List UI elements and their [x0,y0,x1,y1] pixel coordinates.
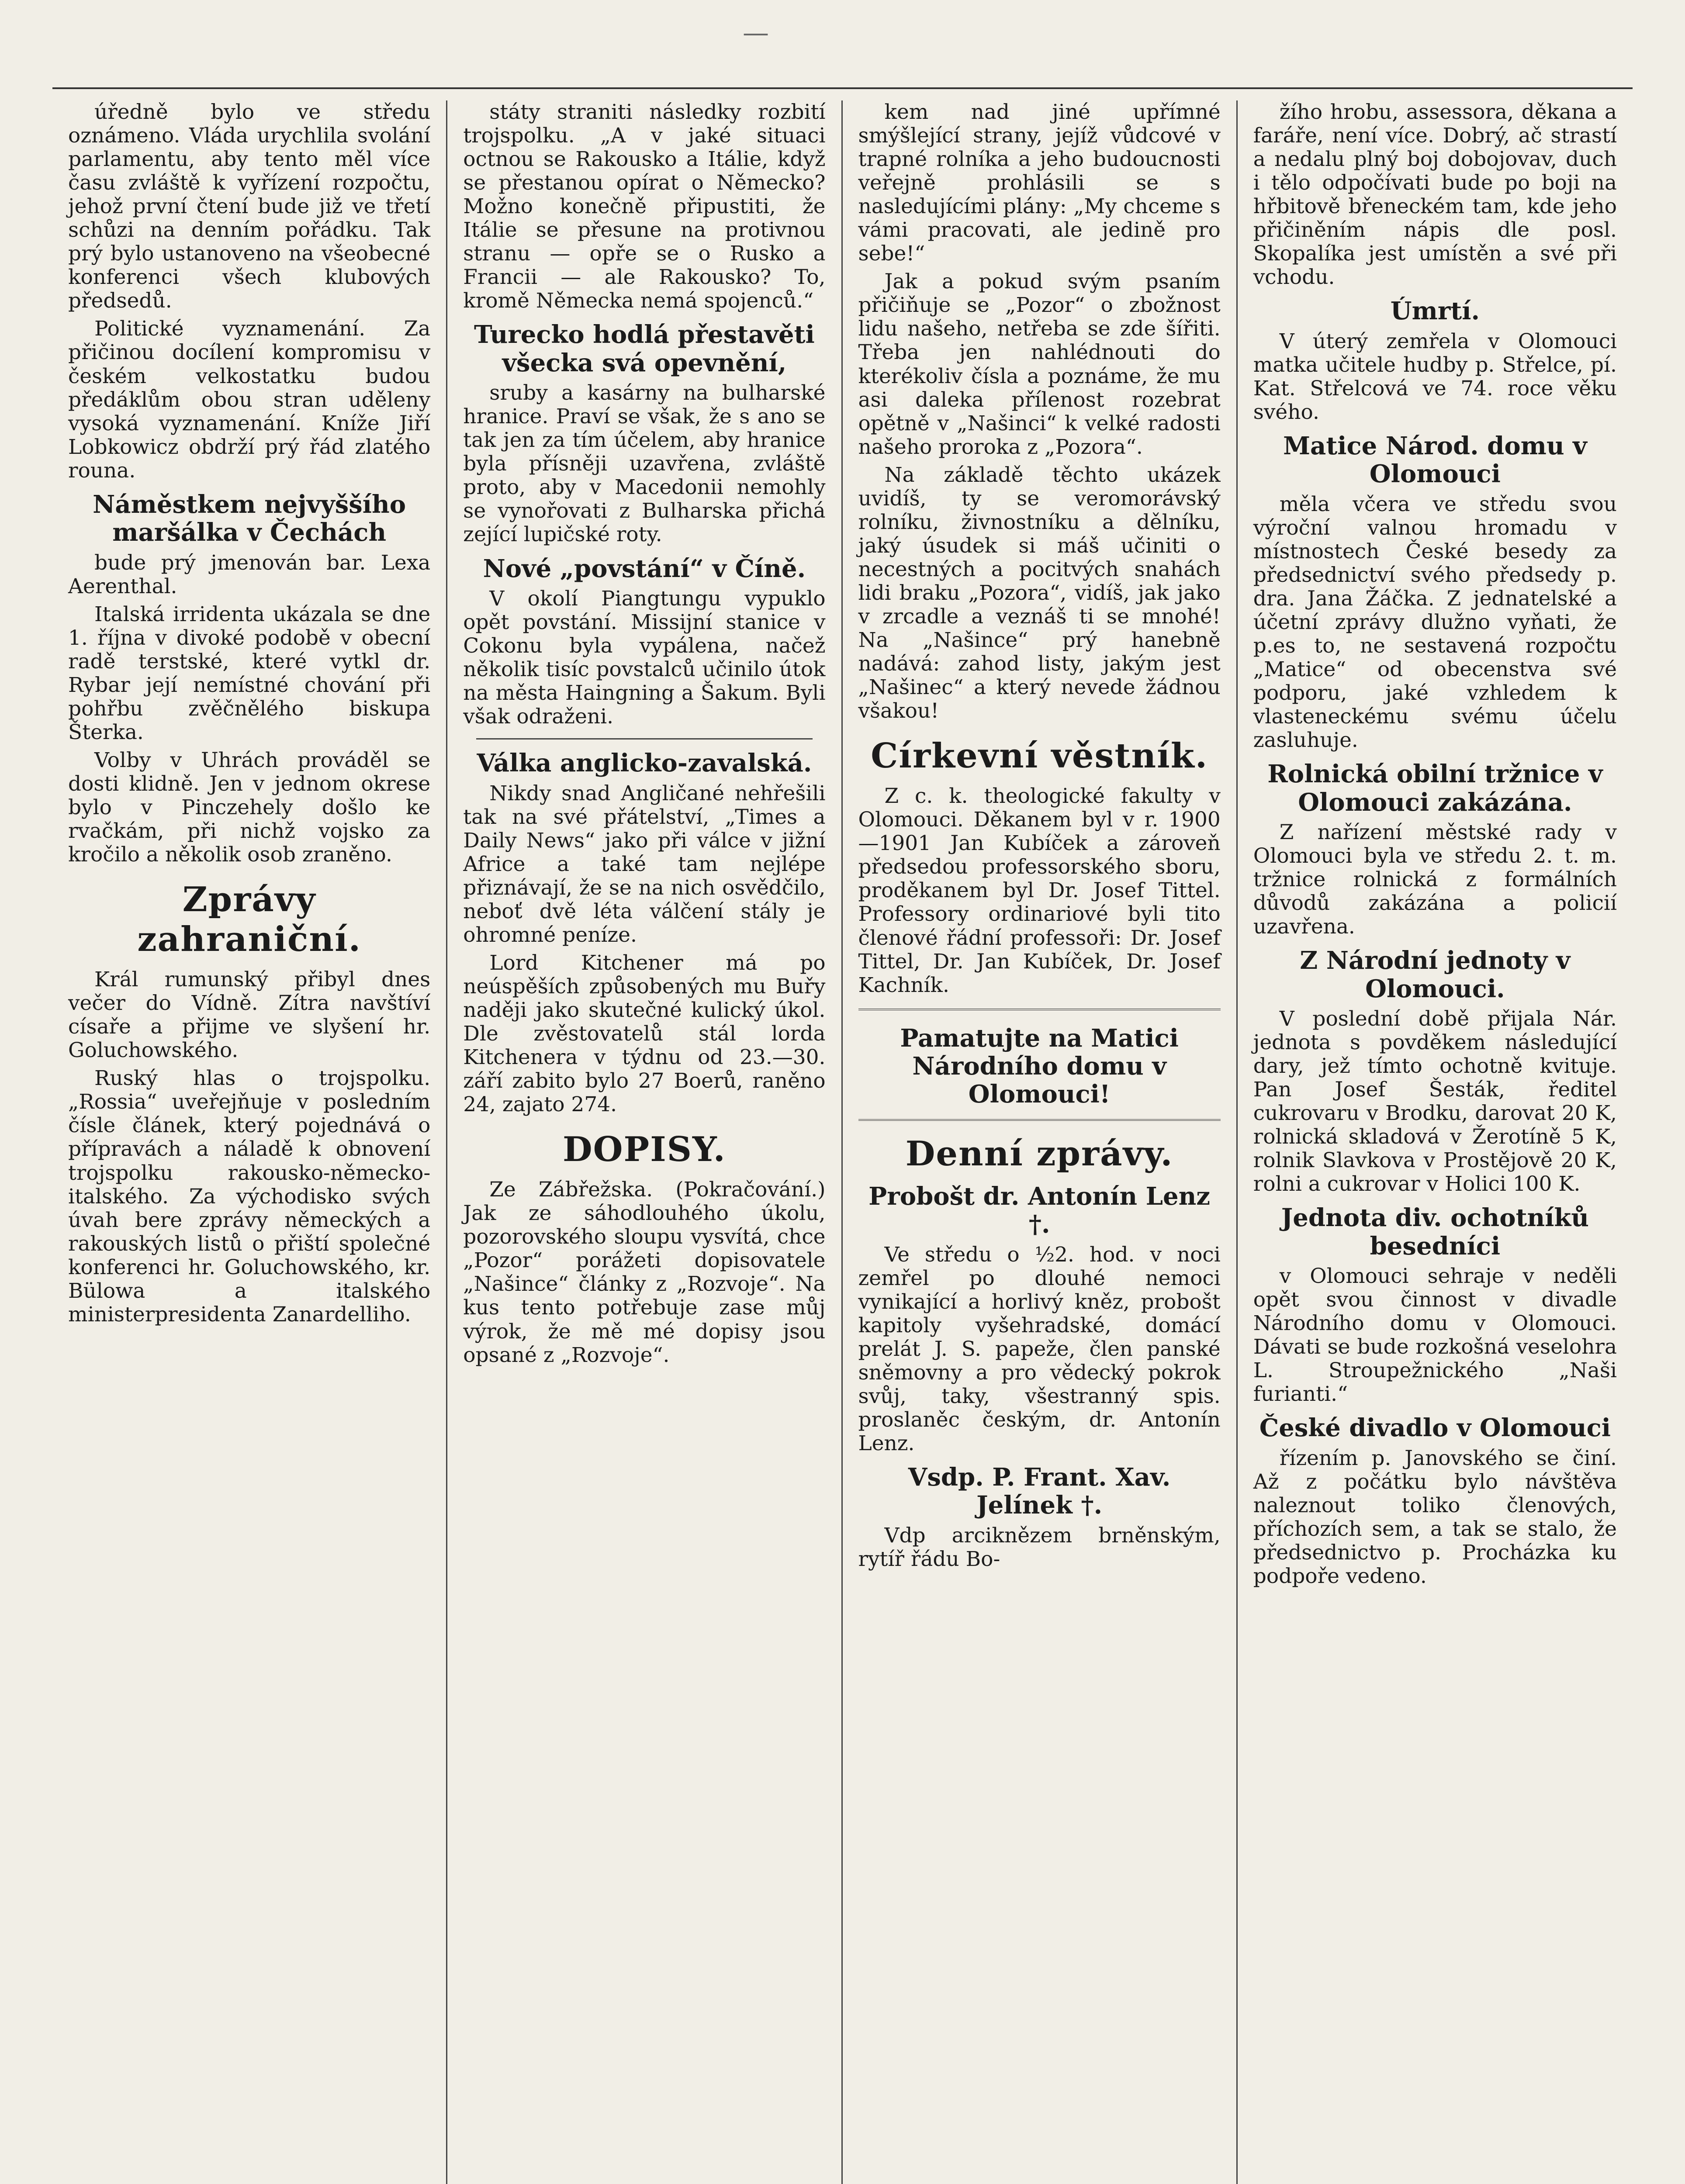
article-paragraph: Ze Zábřežska. (Pokračování.) Jak ze sáhodlouhého úkolu, pozorovského sloupu vysvítá, chce „Pozor“ porážeti dopisovatele „Našince“ články z „Rozvoje“. Na kus tento potřebuje zase můj výrok, že mě mé dopisy jsou opsané z „Rozvoje“. [463,1178,826,1367]
article-paragraph: státy straniti následky rozbití trojspolku. „A v jaké situaci octnou se Rakousko a Itálie, když se přestanou opírat o Německo? Možno konečně připustiti, že Itálie se přesune na protivnou stranu — opře se o Rusko a Francii — ale Rakousko? To, kromě Německa nemá spojenců.“ [463,100,826,313]
article-paragraph: Ve středu o ½2. hod. v noci zemřel po dlouhé nemoci vynikající a horlivý kněz, probošt kapitoly vyšehradské, domácí prelát J. S. papeže, člen panské sněmovny a pro vědecký pokrok svůj, taky, všestranný spis. proslaněc českým, dr. Antonín Lenz. [858,1242,1221,1455]
headline: Probošt dr. Antonín Lenz †. [868,1182,1211,1239]
columns [52,100,1633,2184]
headline: Vsdp. P. Frant. Xav. Jelínek †. [908,1463,1171,1520]
article-paragraph: Lord Kitchener má po neúspěších způsobených mu Buřy naději jako skutečné kulický úkol. Dle zvěstovatelů stál lorda Kitchenera v týdnu od 23.—30. září zabito bylo 27 Boerů, raněno 24, zajato 274. [463,950,826,1117]
top-rule [52,87,1633,89]
headline: Z Národní jednoty v Olomouci. [1300,946,1571,1003]
article-paragraph: v Olomouci sehraje v neděli opět svou činnost v divadle Národního domu v Olomouci. Dávati se bude rozkošná veselohra L. Stroupežnického „Naši furianti.“ [1253,1264,1617,1406]
notice-box [858,1009,1221,1121]
article-paragraph: Vdp arciknězem brněnským, rytíř řádu Bo- [858,1523,1221,1571]
page-mark: — [743,17,769,48]
column-4 [1238,100,1633,2184]
article-paragraph: Z nařízení městské rady v Olomouci byla ve středu 2. t. m. tržnice rolnická z formálních důvodů zakázána a policií uzavřena. [1253,820,1617,939]
article-paragraph: Ruský hlas o trojspolku. „Rossia“ uveřejňuje v posledním čísle článek, který pojednává o přípravách a náladě k obnovení trojspolku rakousko-německo-italského. Za východisko svých úvah bere zprávy německých a rakouských listů o přiští společné konferenci hr. Goluchowského, kr. Bülowa a italského ministerpresidenta Zanardelliho. [68,1066,431,1327]
article-paragraph: žího hrobu, assessora, děkana a faráře, není více. Dobrý, ač strastí a nedalu plný boj dobojovav, duch i tělo odpočívati bude po boji na hřbitově břeneckém tam, kde jeho přičiněním nápis dle posl. Skopalíka jest umístěn a své při vchodu. [1253,100,1617,290]
article-paragraph: Král rumunský přibyl dnes večer do Vídně. Zítra navštíví císaře a přijme ve slyšení hr. Goluchowského. [68,968,431,1063]
headline: Turecko hodlá přestavěti všecka svá opevnění, [474,320,815,377]
headline: Rolnická obilní tržnice v Olomouci zakázána. [1267,760,1603,817]
article-paragraph: kem nad jiné upřímné smýšlející strany, jejíž vůdcové v trapné rolníka a jeho budoucnosti veřejně prohlásili se s nasledujícími plány: „My chceme s vámi pracovati, ale jedině pro sebe!“ [858,100,1221,266]
headline: Nové „povstání“ v Číně. [483,554,806,583]
article-paragraph: sruby a kasárny na bulharské hranice. Praví se však, že s ano se tak jen za tím účelem, aby hranice byla přísněji uzavřena, zvláště proto, aby v Macedonii nemohly se vynořovati z Bulharska přichá zející lupičské roty. [463,381,826,547]
article-paragraph: Italská irridenta ukázala se dne 1. října v divoké podobě v obecní radě terstské, které vytkl dr. Rybar její nemístné chování při pohřbu zvěčnělého biskupa Šterka. [68,602,431,744]
article-paragraph: úředně bylo ve středu oznámeno. Vláda urychlila svolání parlamentu, aby tento měl více času zvláště k vyřízení rozpočtu, jehož první čtení bude již ve třetí schůzi na denním pořádku. Tak prý bylo ustanoveno na všeobecné konferenci všech klubových předsedů. [68,100,431,313]
section-heading: Církevní věstník. [871,736,1208,776]
article-paragraph: V poslední době přijala Nár. jednota s povděkem následující dary, jež tímto ochotně kvituje. Pan Josef Šesták, ředitel cukrovaru v Brodku, darovat 20 K, rolnická skladová v Žerotíně 5 K, rolnik Slavkova v Prostějově 20 K, rolni a cukrovar v Holici 100 K. [1253,1007,1617,1196]
section-heading: Denní zprávy. [905,1133,1173,1174]
article-paragraph: Jak a pokud svým psaním přičiňuje se „Pozor“ o zbožnost lidu našeho, netřeba se zde šířiti. Třeba jen nahlédnouti do kterékoliv čísla a poznáme, že mu asi daleka přílenost rozebrat opětně v „Našinci“ k velké radosti našeho proroka z „Pozora“. [858,270,1221,459]
article-paragraph: V úterý zemřela v Olomouci matka učitele hudby p. Střelce, pí. Kat. Střelcová ve 74. roce věku svého. [1253,329,1617,424]
article-paragraph: Volby v Uhrách prováděl se dosti klidně. Jen v jednom okrese bylo v Pinczehely došlo ke rvačkám, při nichž vojsko za kročilo a několik osob zraněno. [68,748,431,867]
article-paragraph: bude prý jmenován bar. Lexa Aerenthal. [68,550,431,598]
article-paragraph: Nikdy snad Angličané nehřešili tak na své přátelství, „Times a Daily News“ jako při válce v jižní Africe a také tam nejlépe přiznávají, že se na nich osvědčilo, neboť dvě léta válčení stály je ohromné peníze. [463,781,826,947]
headline: Válka anglicko-zavalská. [477,749,812,778]
section-heading: Zprávy zahraniční. [137,880,361,960]
divider [476,738,812,740]
column-2 [447,100,842,2184]
article-paragraph: Politické vyznamenání. Za přičinou docílení kompromisu v českém velkostatku budou předáklům obou stran uděleny vysoká vyznamenání. Kníže Jiří Lobkowicz obdrží prý řád zlatého rouna. [68,317,431,483]
notice-text: Pamatujte na Matici Národního domu v Olomouci! [900,1023,1179,1109]
article-paragraph: řízením p. Janovského se činí. Až z počátku bylo návštěva naleznout toliko členových, příchozích sem, a tak se stalo, že předsednictvo p. Procházka ku podpoře vedeno. [1253,1446,1617,1589]
headline: Jednota div. ochotníků besedníci [1281,1203,1589,1261]
article-paragraph: V okolí Piangtungu vypuklo opět povstání. Missijní stanice v Cokonu byla vypálena, načež několik tisíc povstalců učinilo útok na města Haingning a Šakum. Byli však odraženi. [463,586,826,729]
headline: České divadlo v Olomouci [1259,1413,1611,1443]
article-paragraph: Na základě těchto ukázek uvidíš, ty se veromorávský rolníku, živnostníku a dělníku, jaký úsudek si máš učiniti o necestných a pocitvých snahách lidi braku „Pozora“, vidíš, jak jako v zrcadle a veznáš ti se mnohé! Na „Našince“ prý hanebně nadává: zahod listy, jakým jest „Našinec“ a který nevede žádnou všakou! [858,463,1221,723]
section-heading: DOPISY. [562,1130,726,1170]
article-paragraph: měla včera ve středu svou výroční valnou hromadu v místnostech České besedy za předsednictví svého předsedy p. dra. Jana Žáčka. Z jednatelské a účetní zprávy dlužno vyňati, že p.es to, ne sestavená rozpočtu „Matice“ od obecenstva své podporu, jaké vzhledem k vlasteneckému svému účelu zasluhuje. [1253,492,1617,753]
article-paragraph: Z c. k. theologické fakulty v Olomouci. Děkanem byl v r. 1900—1901 Jan Kubíček a zároveň předsedou professorského sboru, proděkanem byl Dr. Josef Tittel. Professory ordinariové byli tito členové řádní professoři: Dr. Josef Tittel, Dr. Jan Kubíček, Dr. Josef Kachník. [858,784,1221,997]
headline: Matice Národ. domu v Olomouci [1283,431,1587,489]
column-3 [843,100,1238,2184]
headline: Náměstkem nejvyššího maršálka v Čechách [93,490,406,547]
headline: Úmrtí. [1390,297,1480,326]
column-1 [52,100,447,2184]
